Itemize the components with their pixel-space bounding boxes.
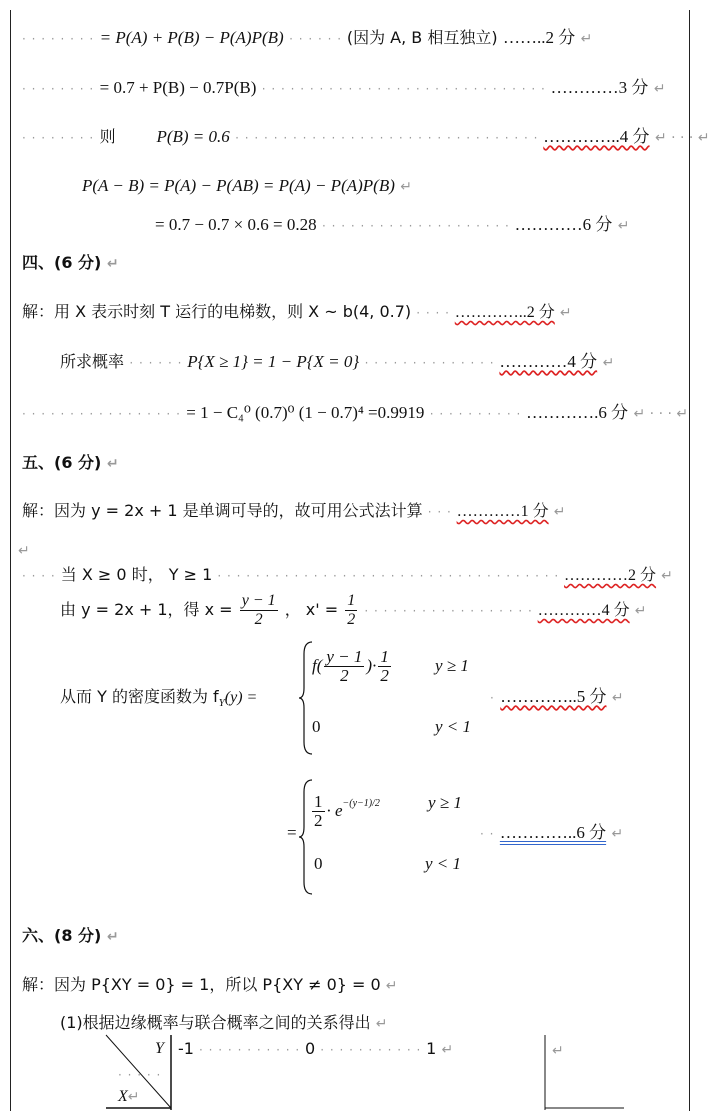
solution-line-15: (1)根据边缘概率与联合概率之间的关系得出 ↵ — [60, 1013, 388, 1032]
solution-line-2: · · · · · · · · = 0.7 + P(B) − 0.7P(B) · · · · · · · · · · · · · · · · · · · · · · · · · · · · · · …………3 分 ↵ — [22, 78, 666, 97]
table-header-row: -1 · · · · · · · · · · · 0 · · · · · · · · · · · 1 ↵ — [178, 1039, 454, 1058]
numerator: 1 — [380, 647, 389, 666]
piecewise-cond-1: y ≥ 1 — [428, 793, 462, 812]
score: …………3 分 — [550, 78, 649, 97]
table-corner-dots: · · · · · — [118, 1068, 162, 1082]
formula: = 1 − C₄⁰ (0.7)⁰ (1 − 0.7)⁴ =0.9919 — [186, 403, 425, 422]
denominator: 2 — [380, 666, 389, 685]
numerator: 1 — [347, 592, 356, 609]
heading-text: 四、(6 分) — [22, 253, 102, 272]
table-header-cell: 1 — [426, 1039, 437, 1058]
text: 由 y = 2x + 1，得 x = — [60, 600, 233, 619]
text: X — [118, 1088, 128, 1105]
score: …………2 分 — [564, 567, 657, 584]
note: (因为 A, B 相互独立) — [346, 28, 498, 47]
solution-line-10: · · · · 当 X ≥ 0 时， Y ≥ 1 · · · · · · · · · · · · · · · · · · · · · · · · · · · · · · · · · · · · …………2 分 ↵ — [22, 565, 673, 584]
score: …………..4 分 — [543, 127, 650, 146]
solution-line-4: P(A − B) = P(A) − P(AB) = P(A) − P(A)P(B) ↵ — [82, 176, 413, 195]
score: …………4 分 — [537, 602, 630, 619]
text: f( — [312, 656, 323, 675]
formula: = 0.7 − 0.7 × 0.6 = 0.28 — [155, 215, 317, 234]
denominator: 2 — [254, 611, 263, 628]
numerator: 1 — [314, 792, 323, 811]
score: …………..2 分 — [454, 304, 555, 321]
score: …………..5 分 — [500, 687, 607, 706]
text: ， x' = — [284, 600, 339, 619]
score: …………6 分 — [514, 215, 613, 234]
score: …………4 分 — [499, 352, 598, 371]
text: (y) = — [224, 689, 258, 706]
piecewise-cond-1: y ≥ 1 — [435, 656, 469, 675]
section-heading-4: 四、(6 分) ↵ — [22, 253, 119, 272]
table-cell-empty: ↵ — [552, 1043, 564, 1059]
label: 所求概率 — [60, 352, 125, 371]
exponent: −(y−1)/2 — [342, 798, 380, 809]
score: …………..6 分 — [499, 823, 607, 842]
numerator: y − 1 — [326, 647, 363, 666]
section-heading-5: 五、(6 分) ↵ — [22, 453, 119, 472]
heading-text: 六、(8 分) — [22, 926, 102, 945]
score: ……..2 分 — [503, 28, 576, 47]
score-line-12: · …………..5 分 ↵ — [490, 687, 624, 706]
denominator: 2 — [347, 611, 356, 628]
label: 则 — [99, 127, 116, 146]
empty-paragraph: ↵ — [18, 543, 30, 559]
score: ………….6 分 — [526, 403, 629, 422]
text: 当 X ≥ 0 时， Y ≥ 1 — [60, 565, 213, 584]
subscript: Y — [218, 697, 225, 710]
heading-text: 五、(6 分) — [22, 453, 102, 472]
text: · e — [326, 801, 343, 820]
equals-sign: = — [287, 823, 297, 842]
piecewise-cond-2: y < 1 — [425, 854, 462, 873]
formula: P{X ≥ 1} = 1 − P{X = 0} — [187, 352, 360, 371]
denominator: 2 — [340, 666, 349, 685]
score: …………1 分 — [456, 503, 549, 520]
solution-line-1: · · · · · · · · = P(A) + P(B) − P(A)P(B) · · · · · · (因为 A, B 相互独立) ……..2 分 ↵ — [22, 28, 593, 47]
text: 解：因为 P{XY = 0} = 1，所以 P{XY ≠ 0} = 0 — [22, 975, 381, 994]
solution-line-7: 所求概率 · · · · · · P{X ≥ 1} = 1 − P{X = 0} · · · · · · · · · · · · · · …………4 分 ↵ — [60, 352, 615, 371]
section-heading-6: 六、(8 分) ↵ — [22, 926, 119, 945]
solution-line-9: 解：因为 y = 2x + 1 是单调可导的，故可用公式法计算 · · · …………1 分 ↵ — [22, 501, 566, 520]
solution-line-5: = 0.7 − 0.7 × 0.6 = 0.28 · · · · · · · · · · · · · · · · · · · · …………6 分 ↵ — [155, 215, 630, 234]
piecewise-case-2: 0 — [314, 854, 323, 873]
text: 解：因为 y = 2x + 1 是单调可导的，故可用公式法计算 — [22, 501, 423, 520]
text: )· — [366, 656, 377, 675]
formula: = P(A) + P(B) − P(A)P(B) — [99, 28, 284, 47]
solution-line-6: 解：用 X 表示时刻 T 运行的电梯数，则 X ~ b(4, 0.7) · · · · …………..2 分 ↵ — [22, 302, 572, 321]
piecewise-cond-2: y < 1 — [435, 717, 472, 736]
numerator: y − 1 — [241, 592, 276, 609]
formula: P(B) = 0.6 — [156, 127, 230, 146]
solution-line-8: · · · · · · · · · · · · · · · · · = 1 − C₄⁰ (0.7)⁰ (1 − 0.7)⁴ =0.9919 · · · · · · · · · · ………….6 分 ↵ · · · ↵ — [22, 403, 689, 422]
score-line-13: · · …………..6 分 ↵ — [480, 823, 624, 842]
formula: = 0.7 + P(B) − 0.7P(B) — [99, 78, 257, 97]
table-corner-y: Y — [155, 1040, 164, 1057]
table-header-cell: -1 — [178, 1039, 194, 1058]
denominator: 2 — [314, 811, 323, 830]
table-corner-x: X↵ — [118, 1088, 140, 1105]
formula: P(A − B) = P(A) − P(AB) = P(A) − P(A)P(B) — [82, 176, 395, 195]
text: 解：用 X 表示时刻 T 运行的电梯数，则 X ~ b(4, 0.7) — [22, 302, 412, 321]
solution-line-3: · · · · · · · · 则 P(B) = 0.6 · · · · · · · · · · · · · · · · · · · · · · · · · · · · · · · · …………..4 分 ↵ · · · ↵ — [22, 127, 710, 146]
solution-line-14: 解：因为 P{XY = 0} = 1，所以 P{XY ≠ 0} = 0 ↵ — [22, 975, 398, 994]
table-header-cell: 0 — [304, 1039, 316, 1058]
solution-line-11: 由 y = 2x + 1，得 x = $\frac{y - 1}{2}$ ， x' = $\frac{1}{2}$ · · · · · · · · · · · · · · · · · · …………4 分 ↵ — [60, 592, 647, 628]
piecewise-case-2: 0 — [312, 717, 321, 736]
text: 从而 Y 的密度函数为 f — [60, 687, 219, 706]
text: (1)根据边缘概率与联合概率之间的关系得出 — [60, 1013, 371, 1032]
